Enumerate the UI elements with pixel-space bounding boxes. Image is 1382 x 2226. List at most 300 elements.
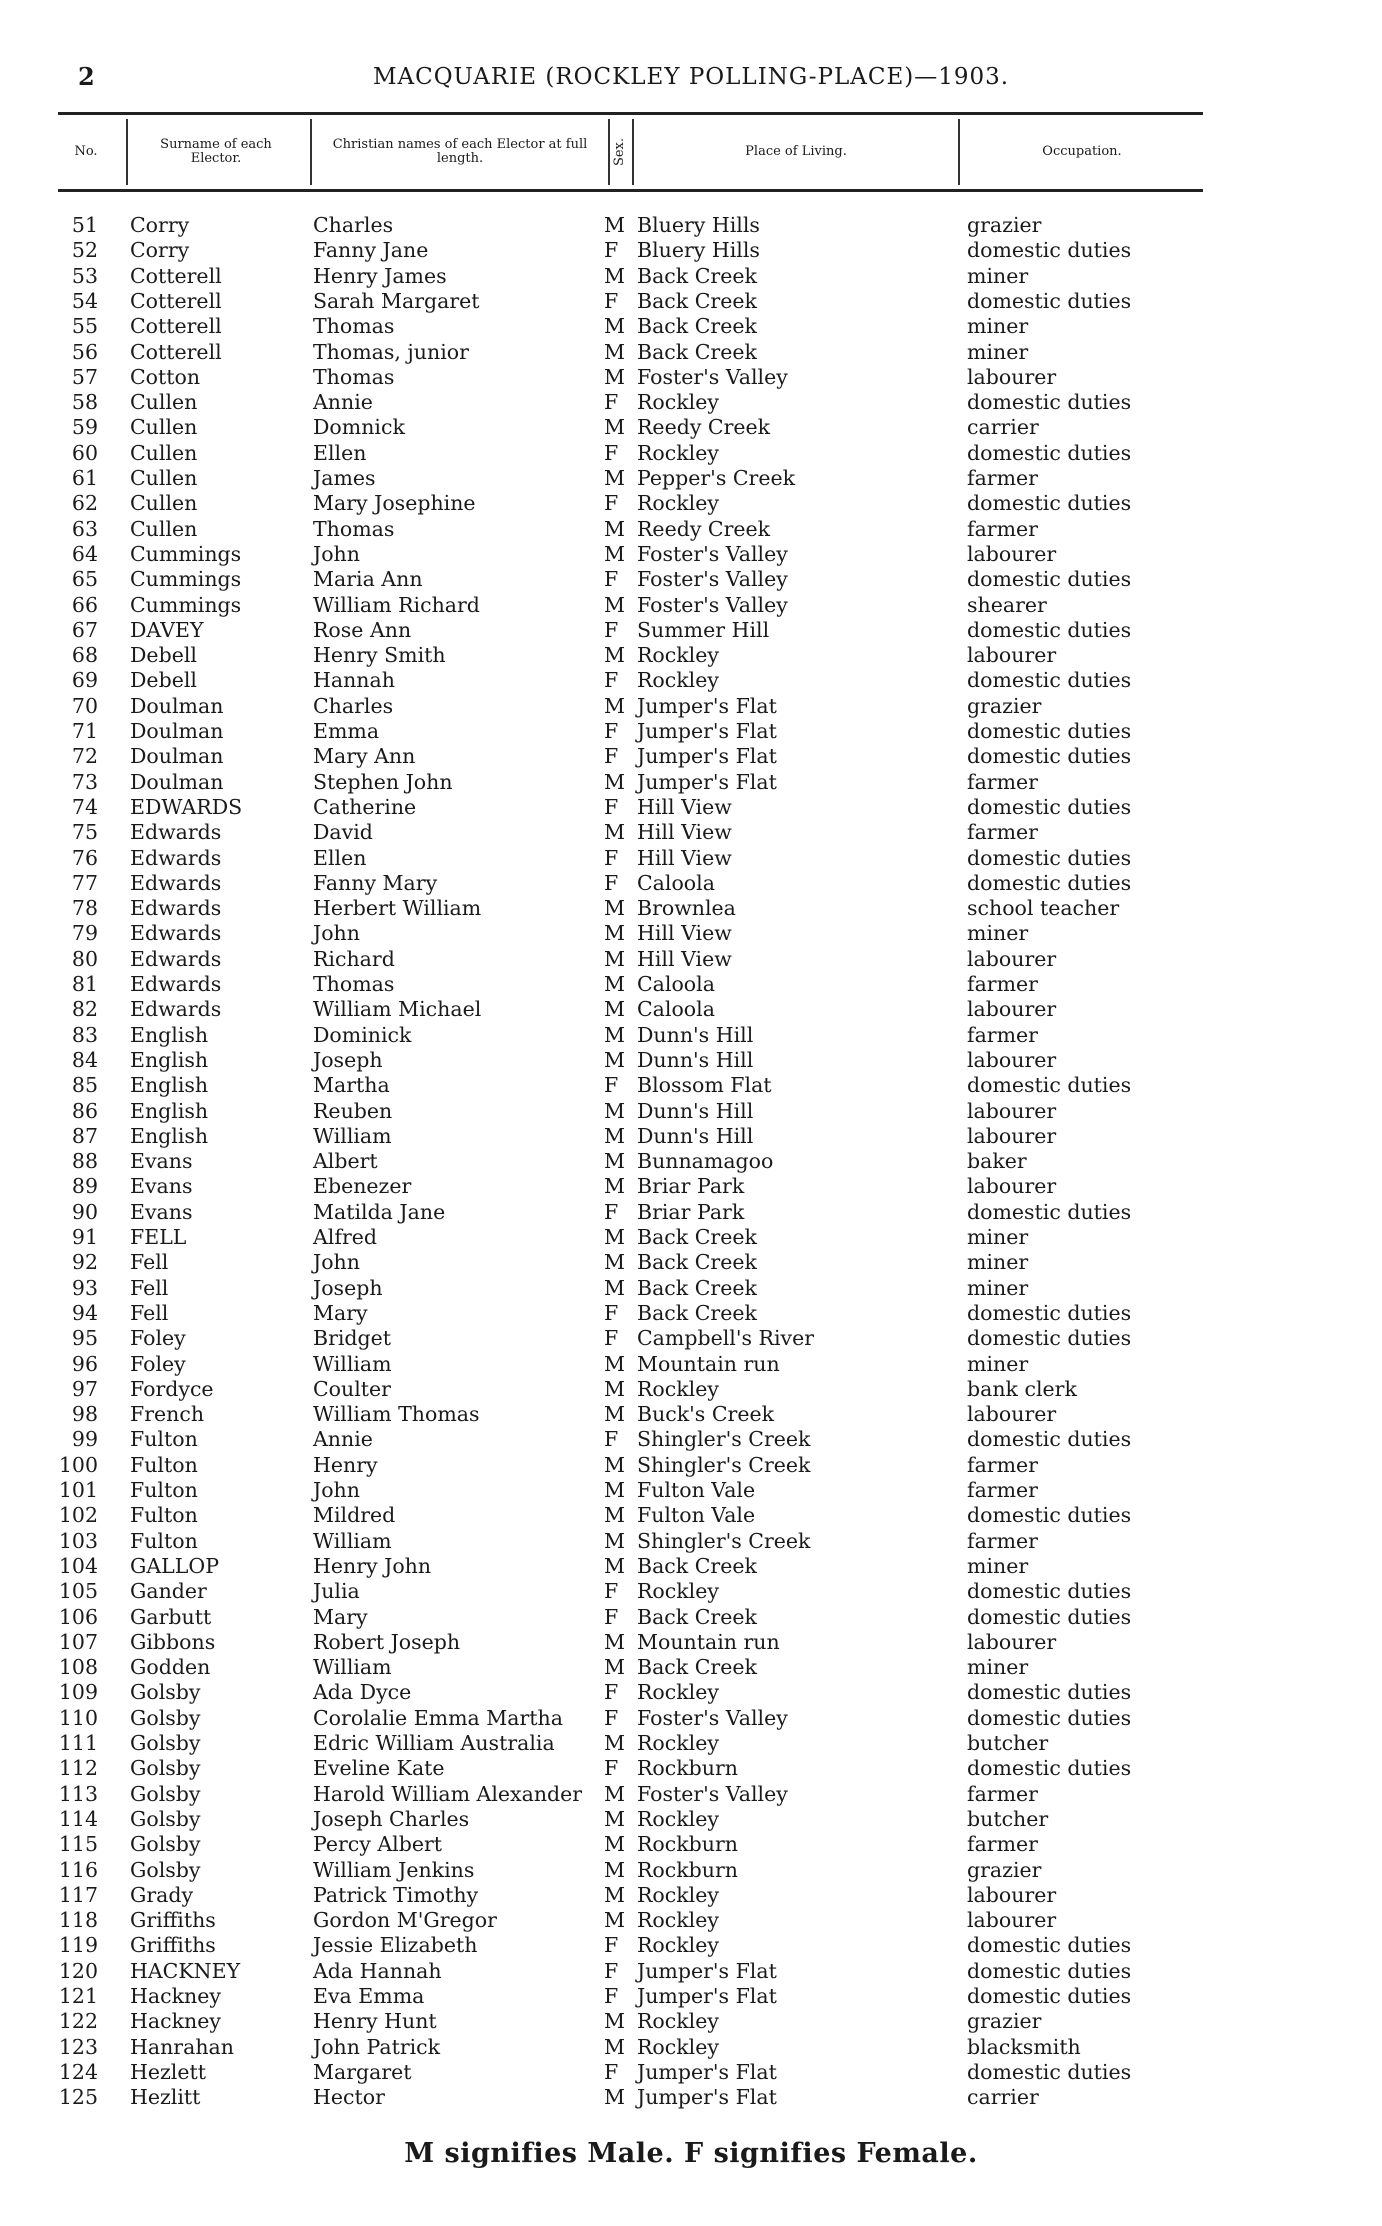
row-number: 107 <box>58 1629 98 1654</box>
occupation: domestic duties <box>967 1933 1132 1958</box>
christian-names: Ellen <box>313 845 367 870</box>
place-of-living: Back Creek <box>637 1553 757 1578</box>
occupation: farmer <box>967 1781 1038 1806</box>
row-number: 76 <box>71 845 98 870</box>
sex: F <box>604 1073 619 1098</box>
occupation: grazier <box>967 213 1042 237</box>
table-row <box>0 1174 1382 1199</box>
surname: Cummings <box>130 567 242 592</box>
occupation: farmer <box>967 1832 1038 1857</box>
row-number: 120 <box>58 1958 98 1983</box>
row-number: 85 <box>71 1073 98 1098</box>
table-row <box>0 491 1382 516</box>
christian-names: Charles <box>313 693 394 718</box>
row-number: 75 <box>71 820 98 845</box>
place-of-living: Rockley <box>637 2034 719 2059</box>
christian-names: Henry Smith <box>313 643 446 668</box>
sex: M <box>604 1629 625 1654</box>
surname: Cullen <box>130 466 198 490</box>
surname: Debell <box>130 643 197 668</box>
occupation: domestic duties <box>967 1326 1132 1351</box>
table-row <box>0 2085 1382 2110</box>
table-row <box>0 1099 1382 1124</box>
page-number: 2 <box>78 62 95 91</box>
table-row <box>0 314 1382 339</box>
table-row <box>0 1883 1382 1908</box>
surname: Fulton <box>130 1503 198 1528</box>
surname: Golsby <box>130 1806 201 1831</box>
place-of-living: Caloola <box>637 972 715 996</box>
table-row <box>0 390 1382 415</box>
sex: M <box>604 339 625 364</box>
sex: M <box>604 1047 625 1072</box>
place-of-living: Hill View <box>637 946 732 971</box>
place-of-living: Foster's Valley <box>637 592 788 617</box>
sex: M <box>604 1478 625 1502</box>
table-row <box>0 618 1382 643</box>
christian-names: William Michael <box>313 997 482 1022</box>
sex: M <box>604 2009 625 2034</box>
christian-names: Matilda Jane <box>313 1199 446 1224</box>
sex: M <box>604 769 625 794</box>
christian-names: Eva Emma <box>313 1984 425 2008</box>
sex: F <box>604 440 619 465</box>
row-number: 89 <box>71 1174 98 1199</box>
sex-legend: M signifies Male. F signifies Female. <box>404 2138 978 2169</box>
occupation: miner <box>967 1250 1029 1275</box>
row-number: 69 <box>71 668 98 693</box>
table-row <box>0 921 1382 946</box>
surname: Cullen <box>130 491 198 516</box>
christian-names: Henry John <box>313 1553 432 1578</box>
sex: M <box>604 314 625 339</box>
occupation: miner <box>967 1351 1029 1376</box>
place-of-living: Back Creek <box>637 1275 757 1300</box>
row-number: 83 <box>71 1022 98 1047</box>
sex: M <box>604 1553 625 1578</box>
christian-names: Robert Joseph <box>313 1629 461 1654</box>
occupation: domestic duties <box>967 491 1132 516</box>
header-no: No. <box>74 144 98 159</box>
surname: Fell <box>130 1300 169 1325</box>
sex: M <box>604 693 625 718</box>
table-row <box>0 1984 1382 2009</box>
occupation: domestic duties <box>967 238 1132 263</box>
christian-names: David <box>313 820 373 845</box>
place-of-living: Hill View <box>637 921 732 946</box>
christian-names: John <box>313 921 360 946</box>
occupation: labourer <box>967 1402 1057 1427</box>
surname: English <box>130 1073 209 1098</box>
christian-names: Percy Albert <box>313 1832 443 1857</box>
sex: F <box>604 1680 619 1705</box>
surname: Cotterell <box>130 314 222 339</box>
occupation: domestic duties <box>967 719 1132 743</box>
occupation: labourer <box>967 1047 1057 1072</box>
place-of-living: Bluery Hills <box>637 238 760 263</box>
sex: M <box>604 1149 625 1174</box>
table-row <box>0 1756 1382 1781</box>
table-row <box>0 643 1382 668</box>
table-row <box>0 1680 1382 1705</box>
row-number: 104 <box>58 1553 98 1578</box>
occupation: shearer <box>967 592 1047 617</box>
sex: F <box>604 2059 619 2084</box>
christian-names: Coulter <box>313 1376 391 1401</box>
place-of-living: Foster's Valley <box>637 567 788 592</box>
row-number: 77 <box>71 870 98 895</box>
surname: Golsby <box>130 1731 201 1755</box>
table-row <box>0 1579 1382 1604</box>
occupation: butcher <box>967 1806 1049 1831</box>
table-row <box>0 289 1382 314</box>
sex: M <box>604 541 625 566</box>
row-number: 68 <box>71 643 98 668</box>
occupation: miner <box>967 921 1029 946</box>
christian-names: William Richard <box>313 592 480 617</box>
surname: Golsby <box>130 1705 201 1730</box>
table-row <box>0 871 1382 896</box>
sex: F <box>604 1326 619 1351</box>
sex: M <box>604 213 625 237</box>
occupation: miner <box>967 339 1029 364</box>
place-of-living: Brownlea <box>637 896 736 921</box>
christian-names: John <box>313 541 360 566</box>
occupation: miner <box>967 1655 1029 1680</box>
sex: M <box>604 2085 625 2110</box>
sex: M <box>604 592 625 617</box>
place-of-living: Hill View <box>637 845 732 870</box>
occupation: school teacher <box>967 896 1120 921</box>
row-number: 56 <box>71 339 98 364</box>
christian-names: Joseph Charles <box>313 1806 470 1831</box>
sex: F <box>604 390 619 415</box>
christian-names: William <box>313 1528 392 1553</box>
place-of-living: Rockley <box>637 440 719 465</box>
occupation: labourer <box>967 1629 1057 1654</box>
table-row <box>0 593 1382 618</box>
place-of-living: Jumper's Flat <box>637 2059 777 2084</box>
surname: Hanrahan <box>130 2034 234 2059</box>
place-of-living: Briar Park <box>637 1174 745 1199</box>
table-header <box>58 112 1203 192</box>
christian-names: Henry Hunt <box>313 2009 437 2034</box>
surname: Gander <box>130 1579 207 1604</box>
place-of-living: Rockley <box>637 1806 719 1831</box>
surname: Corry <box>130 238 190 263</box>
place-of-living: Rockley <box>637 2009 719 2034</box>
sex: F <box>604 1300 619 1325</box>
table-row <box>0 466 1382 491</box>
surname: Cummings <box>130 592 242 617</box>
occupation: blacksmith <box>967 2034 1081 2059</box>
surname: Cotterell <box>130 339 222 364</box>
sex: M <box>604 1225 625 1249</box>
occupation: domestic duties <box>967 617 1132 642</box>
christian-names: William Jenkins <box>313 1857 475 1882</box>
surname: Debell <box>130 668 197 693</box>
place-of-living: Buck's Creek <box>637 1402 775 1427</box>
place-of-living: Bunnamagoo <box>637 1149 774 1174</box>
surname: Cotterell <box>130 288 222 313</box>
occupation: domestic duties <box>967 668 1132 693</box>
row-number: 72 <box>71 744 98 769</box>
table-row <box>0 1225 1382 1250</box>
table-row <box>0 694 1382 719</box>
place-of-living: Shingler's Creek <box>637 1528 811 1553</box>
place-of-living: Bluery Hills <box>637 213 760 237</box>
surname: Corry <box>130 213 190 237</box>
place-of-living: Back Creek <box>637 1655 757 1680</box>
surname: Griffiths <box>130 1933 216 1958</box>
row-number: 125 <box>58 2085 98 2110</box>
surname: GALLOP <box>130 1553 220 1578</box>
place-of-living: Hill View <box>637 820 732 845</box>
row-number: 90 <box>71 1199 98 1224</box>
surname: Cullen <box>130 390 198 415</box>
occupation: labourer <box>967 1123 1057 1148</box>
sex: M <box>604 1857 625 1882</box>
place-of-living: Foster's Valley <box>637 364 788 389</box>
sex: M <box>604 1882 625 1907</box>
row-number: 123 <box>58 2034 98 2059</box>
row-number: 79 <box>71 921 98 946</box>
christian-names: Mary <box>313 1300 368 1325</box>
occupation: baker <box>967 1149 1027 1174</box>
christian-names: Albert <box>313 1149 378 1174</box>
surname: French <box>130 1402 205 1427</box>
christian-names: Thomas <box>313 314 395 339</box>
table-row <box>0 896 1382 921</box>
christian-names: Richard <box>313 946 395 971</box>
place-of-living: Jumper's Flat <box>637 1984 777 2008</box>
place-of-living: Rockburn <box>637 1832 739 1857</box>
christian-names: Ebenezer <box>313 1174 412 1199</box>
christian-names: Mildred <box>313 1503 396 1528</box>
place-of-living: Campbell's River <box>637 1326 815 1351</box>
occupation: domestic duties <box>967 567 1132 592</box>
sex: M <box>604 1275 625 1300</box>
occupation: carrier <box>967 2085 1039 2110</box>
occupation: labourer <box>967 946 1057 971</box>
row-number: 57 <box>71 364 98 389</box>
row-number: 92 <box>71 1250 98 1275</box>
table-row <box>0 213 1382 238</box>
place-of-living: Rockburn <box>637 1756 739 1781</box>
sex: F <box>604 617 619 642</box>
sex: M <box>604 1503 625 1528</box>
sex: M <box>604 972 625 996</box>
christian-names: Catherine <box>313 794 417 819</box>
row-number: 88 <box>71 1149 98 1174</box>
surname: Golsby <box>130 1680 201 1705</box>
place-of-living: Dunn's Hill <box>637 1098 754 1123</box>
christian-names: Charles <box>313 213 394 237</box>
row-number: 80 <box>71 946 98 971</box>
surname: Evans <box>130 1199 193 1224</box>
table-row <box>0 1858 1382 1883</box>
occupation: domestic duties <box>967 1705 1132 1730</box>
place-of-living: Back Creek <box>637 1300 757 1325</box>
row-number: 51 <box>71 213 98 237</box>
table-row <box>0 1276 1382 1301</box>
christian-names: Maria Ann <box>313 567 423 592</box>
row-number: 91 <box>71 1225 98 1249</box>
occupation: domestic duties <box>967 1073 1132 1098</box>
occupation: grazier <box>967 2009 1042 2034</box>
header-divider <box>310 119 312 185</box>
table-row <box>0 1048 1382 1073</box>
row-number: 113 <box>58 1781 98 1806</box>
surname: Fulton <box>130 1427 198 1452</box>
christian-names: Fanny Mary <box>313 870 438 895</box>
row-number: 71 <box>71 719 98 743</box>
occupation: miner <box>967 314 1029 339</box>
christian-names: Hannah <box>313 668 395 693</box>
surname: English <box>130 1123 209 1148</box>
surname: Edwards <box>130 820 222 845</box>
row-number: 110 <box>58 1705 98 1730</box>
sex: F <box>604 288 619 313</box>
table-row <box>0 1529 1382 1554</box>
header-place: Place of Living. <box>745 144 847 159</box>
place-of-living: Back Creek <box>637 339 757 364</box>
christian-names: Thomas <box>313 364 395 389</box>
sex: M <box>604 415 625 440</box>
christian-names: Joseph <box>313 1047 383 1072</box>
christian-names: James <box>313 466 376 490</box>
row-number: 124 <box>58 2059 98 2084</box>
table-row <box>0 1478 1382 1503</box>
christian-names: Alfred <box>313 1225 378 1249</box>
table-row <box>0 1402 1382 1427</box>
sex: F <box>604 1958 619 1983</box>
christian-names: John <box>313 1250 360 1275</box>
row-number: 116 <box>58 1857 98 1882</box>
occupation: domestic duties <box>967 744 1132 769</box>
row-number: 106 <box>58 1604 98 1629</box>
table-row <box>0 1073 1382 1098</box>
table-row <box>0 997 1382 1022</box>
place-of-living: Jumper's Flat <box>637 719 777 743</box>
table-row <box>0 1377 1382 1402</box>
christian-names: Martha <box>313 1073 390 1098</box>
surname: Golsby <box>130 1756 201 1781</box>
christian-names: Reuben <box>313 1098 393 1123</box>
row-number: 65 <box>71 567 98 592</box>
occupation: labourer <box>967 997 1057 1022</box>
surname: Golsby <box>130 1832 201 1857</box>
occupation: labourer <box>967 1908 1057 1933</box>
row-number: 121 <box>58 1984 98 2008</box>
place-of-living: Summer Hill <box>637 617 770 642</box>
row-number: 95 <box>71 1326 98 1351</box>
occupation: carrier <box>967 415 1039 440</box>
sex: M <box>604 2034 625 2059</box>
christian-names: Domnick <box>313 415 405 440</box>
surname: Golsby <box>130 1857 201 1882</box>
table-row <box>0 668 1382 693</box>
occupation: labourer <box>967 1174 1057 1199</box>
table-row <box>0 1149 1382 1174</box>
row-number: 60 <box>71 440 98 465</box>
christian-names: Henry James <box>313 263 447 288</box>
place-of-living: Rockburn <box>637 1857 739 1882</box>
place-of-living: Rockley <box>637 1376 719 1401</box>
row-number: 62 <box>71 491 98 516</box>
surname: EDWARDS <box>130 794 243 819</box>
place-of-living: Reedy Creek <box>637 415 771 440</box>
row-number: 101 <box>58 1478 98 1502</box>
sex: F <box>604 1756 619 1781</box>
surname: Hezlitt <box>130 2085 201 2110</box>
sex: F <box>604 491 619 516</box>
sex: F <box>604 1199 619 1224</box>
occupation: domestic duties <box>967 794 1132 819</box>
surname: Cullen <box>130 440 198 465</box>
place-of-living: Shingler's Creek <box>637 1452 811 1477</box>
christian-names: Eveline Kate <box>313 1756 445 1781</box>
row-number: 66 <box>71 592 98 617</box>
place-of-living: Rockley <box>637 1680 719 1705</box>
occupation: domestic duties <box>967 390 1132 415</box>
occupation: domestic duties <box>967 1680 1132 1705</box>
sex: M <box>604 997 625 1022</box>
christian-names: Annie <box>313 1427 373 1452</box>
row-number: 112 <box>58 1756 98 1781</box>
surname: Hackney <box>130 2009 221 2034</box>
christian-names: William <box>313 1123 392 1148</box>
page-title: MACQUARIE (ROCKLEY POLLING-PLACE)—1903. <box>372 64 1010 90</box>
surname: Godden <box>130 1655 211 1680</box>
sex: M <box>604 516 625 541</box>
occupation: miner <box>967 1275 1029 1300</box>
occupation: domestic duties <box>967 288 1132 313</box>
sex: M <box>604 1022 625 1047</box>
place-of-living: Back Creek <box>637 263 757 288</box>
place-of-living: Rockley <box>637 643 719 668</box>
row-number: 98 <box>71 1402 98 1427</box>
place-of-living: Caloola <box>637 997 715 1022</box>
occupation: labourer <box>967 1098 1057 1123</box>
sex: F <box>604 719 619 743</box>
surname: Cotton <box>130 364 201 389</box>
surname: Foley <box>130 1326 186 1351</box>
table-row <box>0 2060 1382 2085</box>
christian-names: Thomas, junior <box>313 339 469 364</box>
row-number: 102 <box>58 1503 98 1528</box>
christian-names: Bridget <box>313 1326 392 1351</box>
surname: Fordyce <box>130 1376 214 1401</box>
surname: Edwards <box>130 870 222 895</box>
occupation: domestic duties <box>967 1427 1132 1452</box>
surname: HACKNEY <box>130 1958 241 1983</box>
surname: Garbutt <box>130 1604 212 1629</box>
row-number: 54 <box>71 288 98 313</box>
row-number: 70 <box>71 693 98 718</box>
place-of-living: Mountain run <box>637 1351 780 1376</box>
place-of-living: Back Creek <box>637 1225 757 1249</box>
christian-names: Mary <box>313 1604 368 1629</box>
sex: M <box>604 643 625 668</box>
place-of-living: Mountain run <box>637 1629 780 1654</box>
table-row <box>0 1250 1382 1275</box>
surname: Fulton <box>130 1452 198 1477</box>
place-of-living: Blossom Flat <box>637 1073 772 1098</box>
place-of-living: Rockley <box>637 1908 719 1933</box>
surname: DAVEY <box>130 617 204 642</box>
surname: Grady <box>130 1882 194 1907</box>
